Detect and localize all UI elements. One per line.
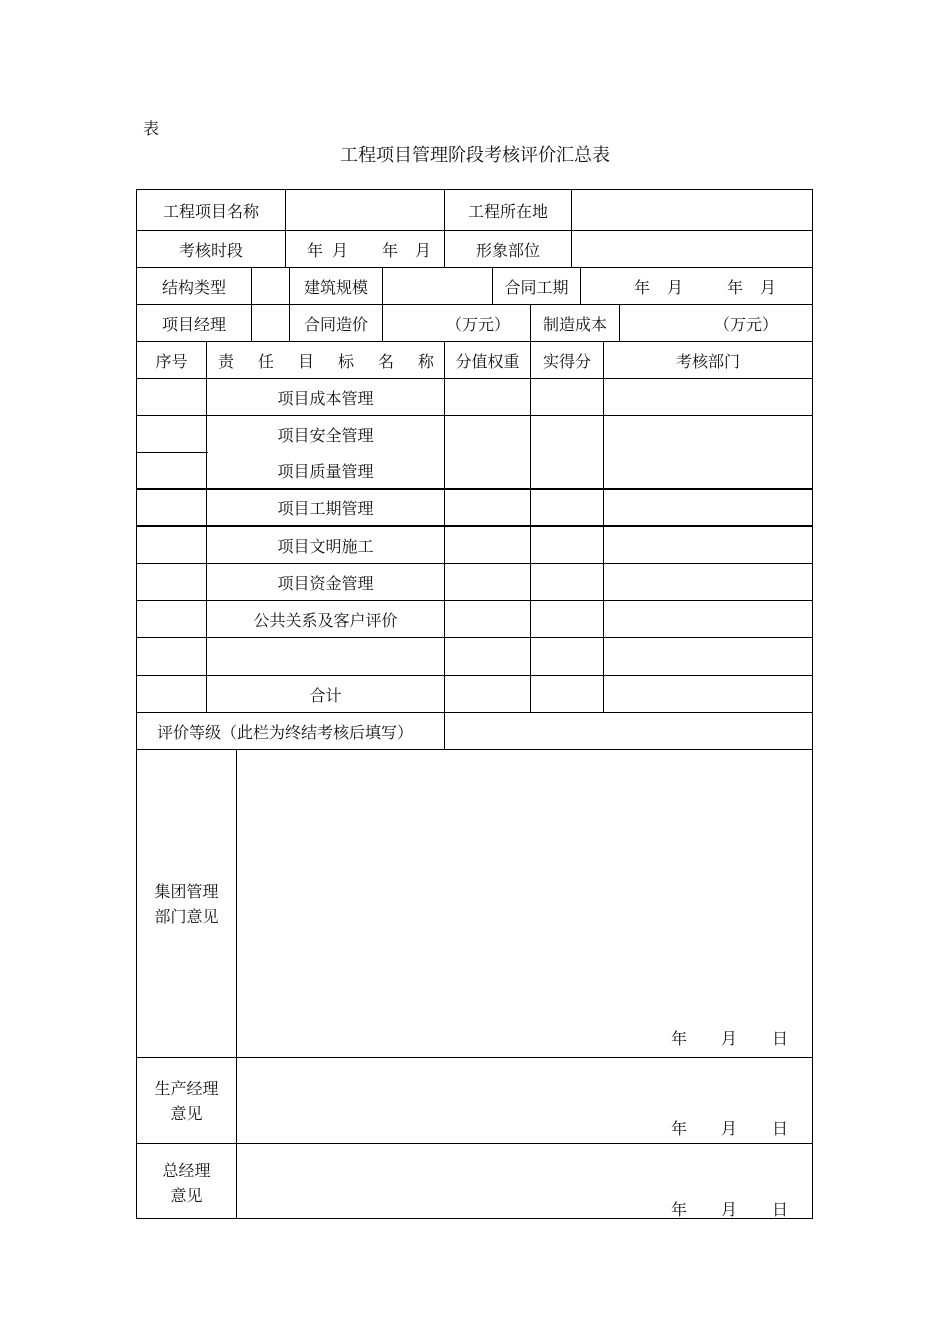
production-manager-opinion-label-line1: 生产经理: [154, 1079, 219, 1098]
column-header-target-char: 名: [377, 351, 394, 371]
table-row-label: [207, 638, 444, 675]
project-manager-label: 项目经理: [161, 314, 226, 334]
column-header-target-char: 任: [257, 351, 274, 371]
table-prefix: 表: [143, 119, 160, 138]
production-manager-opinion-label-line2: 意见: [170, 1104, 203, 1123]
structure-type-label: 结构类型: [161, 277, 226, 297]
contract-year-1: 年: [634, 277, 651, 297]
general-manager-opinion-label: [137, 1144, 236, 1218]
group-opinion-month: 月: [721, 1029, 738, 1048]
column-header-target-char: 责: [218, 351, 235, 371]
period-month-2: 月: [415, 240, 432, 260]
contract-month-2: 月: [760, 277, 777, 297]
assessment-period-label: 考核时段: [178, 240, 243, 260]
col-divider: [530, 341, 531, 713]
table-row-label: 项目资金管理: [277, 573, 374, 593]
production-manager-opinion-month: 月: [721, 1119, 738, 1138]
contract-period-label: 合同工期: [504, 277, 569, 297]
contract-cost-label: 合同造价: [303, 314, 368, 334]
building-scale-field[interactable]: [383, 268, 492, 304]
col-divider: [603, 341, 604, 713]
project-location-field[interactable]: [572, 190, 812, 230]
table-row-label: 项目质量管理: [277, 462, 374, 481]
general-manager-opinion-year: 年: [671, 1200, 688, 1219]
table-row-label: 公共关系及客户评价: [253, 610, 398, 630]
col-divider: [444, 341, 445, 750]
column-header-target: [218, 342, 434, 378]
project-location-label: 工程所在地: [467, 201, 548, 221]
table-row-label: 项目安全管理: [277, 425, 374, 445]
total-label: 合计: [309, 685, 342, 705]
image-progress-field[interactable]: [572, 231, 812, 267]
contract-cost-field[interactable]: [383, 305, 530, 341]
group-opinion-field[interactable]: [237, 750, 812, 1057]
general-manager-opinion-label-line1: 总经理: [162, 1161, 211, 1180]
table-row-label: 项目成本管理: [277, 388, 374, 408]
group-opinion-label-line1: 集团管理: [154, 881, 219, 901]
production-manager-opinion-day: 日: [772, 1119, 789, 1138]
manufacture-cost-unit: （万元）: [713, 314, 778, 334]
assessment-period-field[interactable]: [286, 231, 444, 267]
period-month-1: 月: [332, 240, 349, 260]
general-manager-opinion-day: 日: [772, 1200, 789, 1219]
manufacture-cost-label: 制造成本: [542, 314, 607, 334]
column-header-score: 实得分: [542, 351, 591, 371]
general-manager-opinion-label-line2: 意见: [170, 1186, 203, 1205]
image-progress-label: 形象部位: [475, 240, 540, 260]
table-row-label: 项目文明施工: [277, 536, 374, 556]
rating-label: 评价等级（此栏为终结考核后填写）: [157, 722, 414, 742]
column-header-target-char: 标: [337, 351, 354, 371]
rating-field[interactable]: [445, 713, 812, 749]
form-border-bottom: [136, 1218, 813, 1219]
column-header-department: 考核部门: [675, 351, 740, 371]
contract-year-2: 年: [727, 277, 744, 297]
production-manager-opinion-label: [137, 1058, 236, 1143]
contract-month-1: 月: [667, 277, 684, 297]
contract-cost-unit: （万元）: [445, 314, 510, 334]
period-year-2: 年: [382, 240, 399, 260]
form-border-right: [812, 189, 813, 1219]
column-header-target-char: 目: [297, 351, 314, 371]
building-scale-label: 建筑规模: [303, 277, 368, 297]
project-manager-field[interactable]: [252, 305, 289, 341]
group-opinion-year: 年: [671, 1029, 688, 1048]
table-row-label: 项目工期管理: [277, 499, 374, 518]
group-opinion-label-line2: 部门意见: [154, 906, 219, 926]
manufacture-cost-field[interactable]: [620, 305, 812, 341]
project-name-field[interactable]: [286, 190, 444, 230]
column-header-seq: 序号: [155, 351, 188, 371]
structure-type-field[interactable]: [252, 268, 289, 304]
group-opinion-day: 日: [772, 1029, 789, 1048]
row-divider: [136, 452, 208, 453]
project-name-label: 工程项目名称: [162, 201, 259, 221]
general-manager-opinion-month: 月: [721, 1200, 738, 1219]
column-header-target-char: 称: [417, 351, 434, 371]
production-manager-opinion-year: 年: [671, 1119, 688, 1138]
column-header-weight: 分值权重: [455, 351, 520, 371]
contract-period-field[interactable]: [581, 268, 812, 304]
group-opinion-label: [137, 750, 236, 1057]
page-title: 工程项目管理阶段考核评价汇总表: [340, 145, 610, 166]
period-year-1: 年: [307, 240, 324, 260]
